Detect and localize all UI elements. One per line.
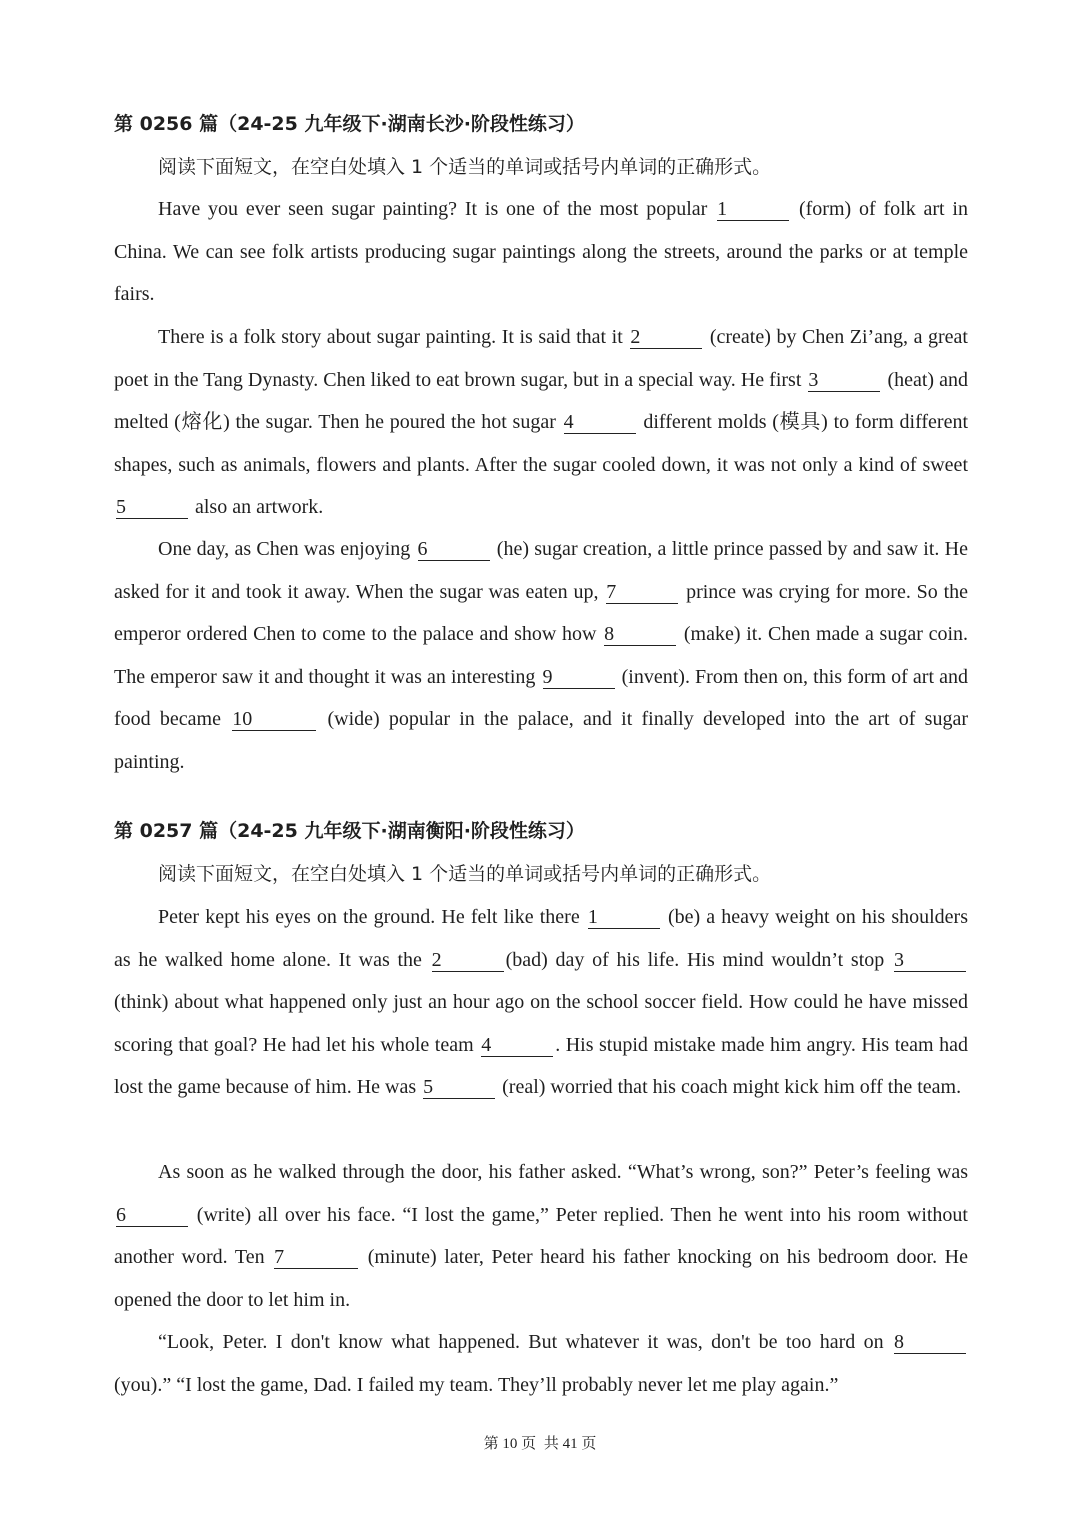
answer-blank-7[interactable]: 7 [606,581,678,604]
answer-blank-2[interactable]: 2 [630,326,702,349]
text-segment: (think) about what happened only just an hour ago on the school soccer field. How could he have missed scoring that goal? He had let his whole team [114,991,968,1056]
section-instruction-0256: 阅读下面短文，在空白处填入 1 个适当的单词或括号内单词的正确形式。 [158,156,772,178]
passage-paragraph [114,528,968,783]
text-segment: (create) by Chen Zi’ang, a great poet in the Tang Dynasty. Chen liked to eat brown sugar, but in a special way. He first [114,326,968,391]
text-segment: Peter kept his eyes on the ground. He felt like there [158,906,586,928]
passage-paragraph [114,316,968,529]
text-segment: (be) a heavy weight on his shoulders as he walked home alone. It was the [114,906,968,971]
answer-blank-1[interactable]: 1 [588,906,660,929]
text-segment: (make) it. Chen made a sugar coin. The emperor saw it and thought it was an interesting [114,623,968,688]
passage-paragraph [114,896,968,1109]
answer-blank-4[interactable]: 4 [564,411,636,434]
text-segment: As soon as he walked through the door, his father asked. “What’s wrong, son?” Peter’s feeling was [158,1161,968,1183]
section-heading-0256: 第 0256 篇（24-25 九年级下·湖南长沙·阶段性练习） [114,113,585,135]
passage-paragraph [114,1151,968,1321]
answer-blank-3[interactable]: 3 [808,369,880,392]
text-segment: (write) all over his face. “I lost the game,” Peter replied. Then he went into his room without another word. Ten [114,1203,968,1268]
answer-blank-8[interactable]: 8 [894,1331,966,1354]
section-instruction-0257: 阅读下面短文，在空白处填入 1 个适当的单词或括号内单词的正确形式。 [158,863,772,885]
text-segment: (he) sugar creation, a little prince passed by and saw it. He asked for it and took it away. When the sugar was eaten up, [114,538,968,603]
total-pages: 共 41 页 [543,1436,597,1452]
answer-blank-7[interactable]: 7 [274,1246,358,1269]
text-segment: (minute) later, Peter heard his father knocking on his bedroom door. He opened the door to let him in. [114,1246,968,1311]
answer-blank-5[interactable]: 5 [423,1076,495,1099]
answer-blank-10[interactable]: 10 [232,708,316,731]
answer-blank-5[interactable]: 5 [116,496,188,519]
answer-blank-4[interactable]: 4 [481,1034,553,1057]
text-segment: prince was crying for more. So the emperor ordered Chen to come to the palace and show how [114,580,969,645]
answer-blank-1[interactable]: 1 [717,198,789,221]
text-segment: (you).” “I lost the game, Dad. I failed my team. They’ll probably never let me play again.” [114,1373,839,1396]
answer-blank-6[interactable]: 6 [116,1204,188,1227]
text-segment: (bad) day of his life. His mind wouldn’t stop [505,948,892,971]
text-segment: (invent). From then on, this form of art and food became [114,665,968,730]
answer-blank-3[interactable]: 3 [894,949,966,972]
answer-blank-2[interactable]: 2 [432,949,504,972]
text-segment: also an artwork. [190,496,324,518]
answer-blank-6[interactable]: 6 [418,538,490,561]
text-segment: (real) worried that his coach might kick him off the team. [497,1076,962,1098]
text-segment: One day, as Chen was enjoying [158,538,416,560]
passage-paragraph [114,1321,968,1406]
text-segment: different molds (模具) to form different shapes, such as animals, flowers and plants. After the sugar cooled down, it was not only a kind of sweet [114,411,969,476]
text-segment: . His stupid mistake made him angry. His team had lost the game because of him. He was [114,1033,968,1098]
page-footer [0,1434,1080,1454]
page-number: 第 10 页 [483,1436,537,1452]
section-heading-0257: 第 0257 篇（24-25 九年级下·湖南衡阳·阶段性练习） [114,820,585,842]
text-segment: (form) of folk art in China. We can see folk artists producing sugar paintings along the streets, around the parks or at temple fairs. [114,198,968,305]
text-segment: There is a folk story about sugar painting. It is said that it [158,326,629,348]
text-segment: (heat) and melted (熔化) the sugar. Then he poured the hot sugar [114,368,968,433]
text-segment: (wide) popular in the palace, and it finally developed into the art of sugar painting. [114,708,968,773]
answer-blank-8[interactable]: 8 [604,623,676,646]
answer-blank-9[interactable]: 9 [543,666,615,689]
text-segment: Have you ever seen sugar painting? It is one of the most popular [158,198,716,220]
passage-paragraph [114,188,968,316]
text-segment: “Look, Peter. I don't know what happened. But whatever it was, don't be too hard on [158,1331,892,1353]
